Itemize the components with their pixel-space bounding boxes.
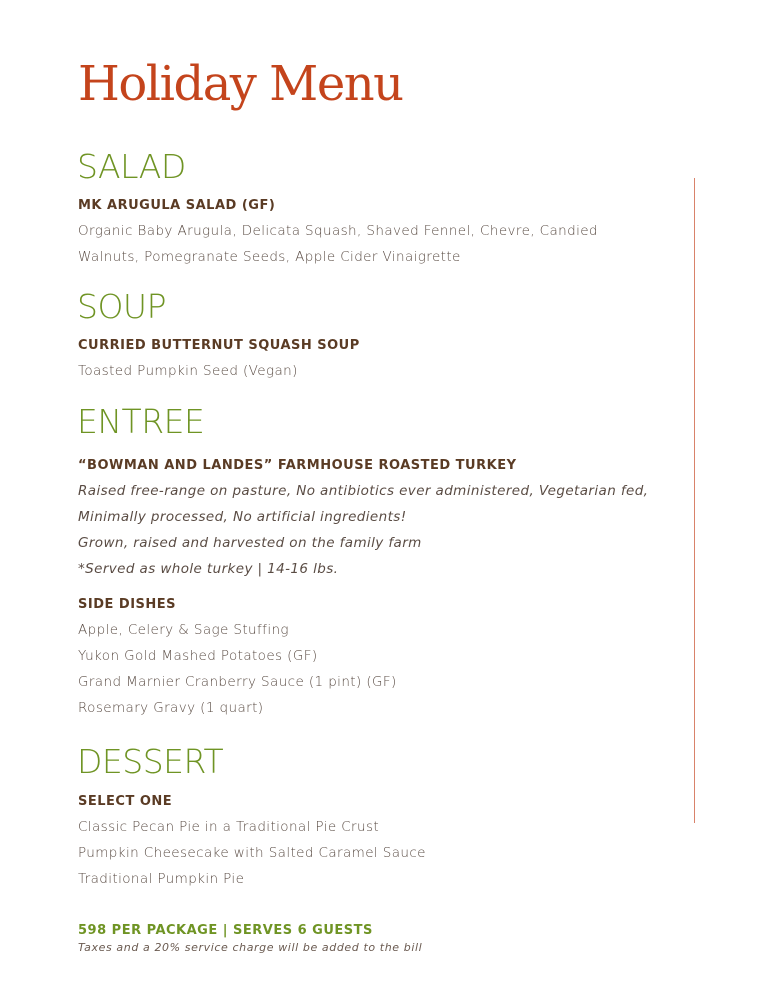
side-dishes-list: [78, 617, 397, 721]
dessert-options-list: [78, 814, 426, 892]
dish-title-salad: MK ARUGULA SALAD (GF): [78, 198, 276, 213]
side-dish-item: Rosemary Gravy (1 quart): [78, 700, 264, 716]
soup-description: [78, 358, 298, 384]
dish-title-dessert: SELECT ONE: [78, 794, 173, 809]
dessert-option-item: Traditional Pumpkin Pie: [78, 871, 245, 887]
page-title: Holiday Menu: [78, 56, 403, 112]
section-heading-soup: SOUP: [77, 287, 166, 326]
dessert-option-item: Pumpkin Cheesecake with Salted Caramel Sauce: [78, 845, 426, 861]
soup-description-line: Toasted Pumpkin Seed (Vegan): [78, 363, 298, 379]
side-dish-item: Apple, Celery & Sage Stuffing: [78, 622, 289, 638]
section-heading-dessert: DESSERT: [77, 742, 224, 781]
entree-description-line: Minimally processed, No artificial ingredients!: [78, 509, 407, 525]
dessert-option-item: Classic Pecan Pie in a Traditional Pie Crust: [78, 819, 380, 835]
package-price: 598 PER PACKAGE | SERVES 6 GUESTS: [78, 923, 373, 938]
side-dish-item: Yukon Gold Mashed Potatoes (GF): [78, 648, 318, 664]
service-charge-note: Taxes and a 20% service charge will be added to the bill: [78, 941, 423, 954]
salad-description-line: Walnuts, Pomegranate Seeds, Apple Cider Vinaigrette: [78, 249, 461, 265]
salad-description: [78, 218, 598, 270]
side-dishes-title: SIDE DISHES: [78, 597, 177, 612]
entree-description-line: Raised free-range on pasture, No antibiotics ever administered, Vegetarian fed,: [78, 483, 649, 499]
dish-title-entree: “BOWMAN AND LANDES” FARMHOUSE ROASTED TURKEY: [78, 458, 517, 473]
side-dish-item: Grand Marnier Cranberry Sauce (1 pint) (GF): [78, 674, 397, 690]
section-heading-salad: SALAD: [77, 147, 186, 186]
entree-description-line: Grown, raised and harvested on the family farm: [78, 535, 422, 551]
vertical-divider: [694, 178, 695, 823]
section-heading-entree: ENTREE: [77, 402, 205, 441]
salad-description-line: Organic Baby Arugula, Delicata Squash, Shaved Fennel, Chevre, Candied: [78, 223, 598, 239]
entree-description-line: *Served as whole turkey | 14-16 lbs.: [78, 561, 339, 577]
dish-title-soup: CURRIED BUTTERNUT SQUASH SOUP: [78, 338, 360, 353]
entree-description: [78, 478, 648, 582]
